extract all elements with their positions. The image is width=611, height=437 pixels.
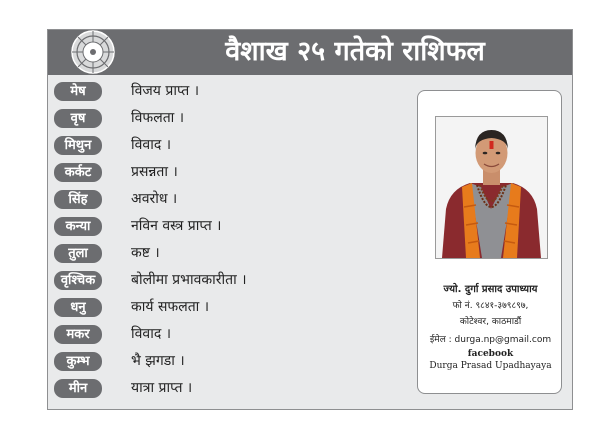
astrologer-name: ज्यो. दुर्गा प्रसाद उपाध्याय	[443, 284, 538, 295]
person-portrait-icon	[436, 117, 547, 258]
prediction-text: प्रसन्नता ।	[131, 164, 178, 180]
prediction-text: अवरोध ।	[131, 191, 178, 207]
list-item	[54, 109, 414, 131]
sign-badge: कर्कट	[54, 163, 102, 182]
sign-badge: वृश्चिक	[54, 271, 102, 290]
sign-badge: मिथुन	[54, 136, 102, 155]
sign-badge: मीन	[54, 379, 102, 398]
prediction-text: भै झगडा ।	[131, 353, 185, 369]
sign-badge: तुला	[54, 244, 102, 263]
list-item	[54, 82, 414, 104]
list-item	[54, 325, 414, 347]
prediction-text: विजय प्राप्त ।	[131, 83, 200, 99]
prediction-text: विवाद ।	[131, 326, 172, 342]
header-bar	[48, 30, 572, 75]
prediction-text: बोलीमा प्रभावकारीता ।	[131, 272, 247, 288]
list-item	[54, 244, 414, 266]
list-item	[54, 136, 414, 158]
horoscope-panel	[47, 29, 573, 410]
sign-badge: कन्या	[54, 217, 102, 236]
astrologer-phone: फो नं. ९८४१-३७९८९७,	[452, 301, 529, 311]
zodiac-wheel-icon	[70, 29, 116, 75]
list-item	[54, 217, 414, 239]
sign-badge: मेष	[54, 82, 102, 101]
sign-badge: सिंह	[54, 190, 102, 209]
sign-badge: कुम्भ	[54, 352, 102, 371]
prediction-text: कष्ट ।	[131, 245, 160, 261]
facebook-label: facebook	[467, 349, 514, 359]
list-item	[54, 190, 414, 212]
sign-badge: धनु	[54, 298, 102, 317]
sign-badge: वृष	[54, 109, 102, 128]
list-item	[54, 352, 414, 374]
prediction-text: कार्य सफलता ।	[131, 299, 210, 315]
list-item	[54, 271, 414, 293]
astrologer-email: ईमेल : durga.np@gmail.com	[429, 335, 552, 345]
list-item	[54, 298, 414, 320]
astrologer-photo	[435, 116, 548, 259]
sign-badge: मकर	[54, 325, 102, 344]
prediction-text: विवाद ।	[131, 137, 172, 153]
prediction-text: नविन वस्त्र प्राप्त ।	[131, 218, 222, 234]
prediction-text: विफलता ।	[131, 110, 185, 126]
astrologer-address: कोटेश्वर, काठमाडौं	[459, 317, 522, 327]
prediction-text: यात्रा प्राप्त ।	[131, 380, 193, 396]
facebook-name: Durga Prasad Upadhayaya	[429, 361, 552, 371]
list-item	[54, 163, 414, 185]
astrologer-card	[417, 90, 562, 394]
page-title: वैशाख २५ गतेको राशिफल	[225, 36, 485, 67]
list-item	[54, 379, 414, 401]
